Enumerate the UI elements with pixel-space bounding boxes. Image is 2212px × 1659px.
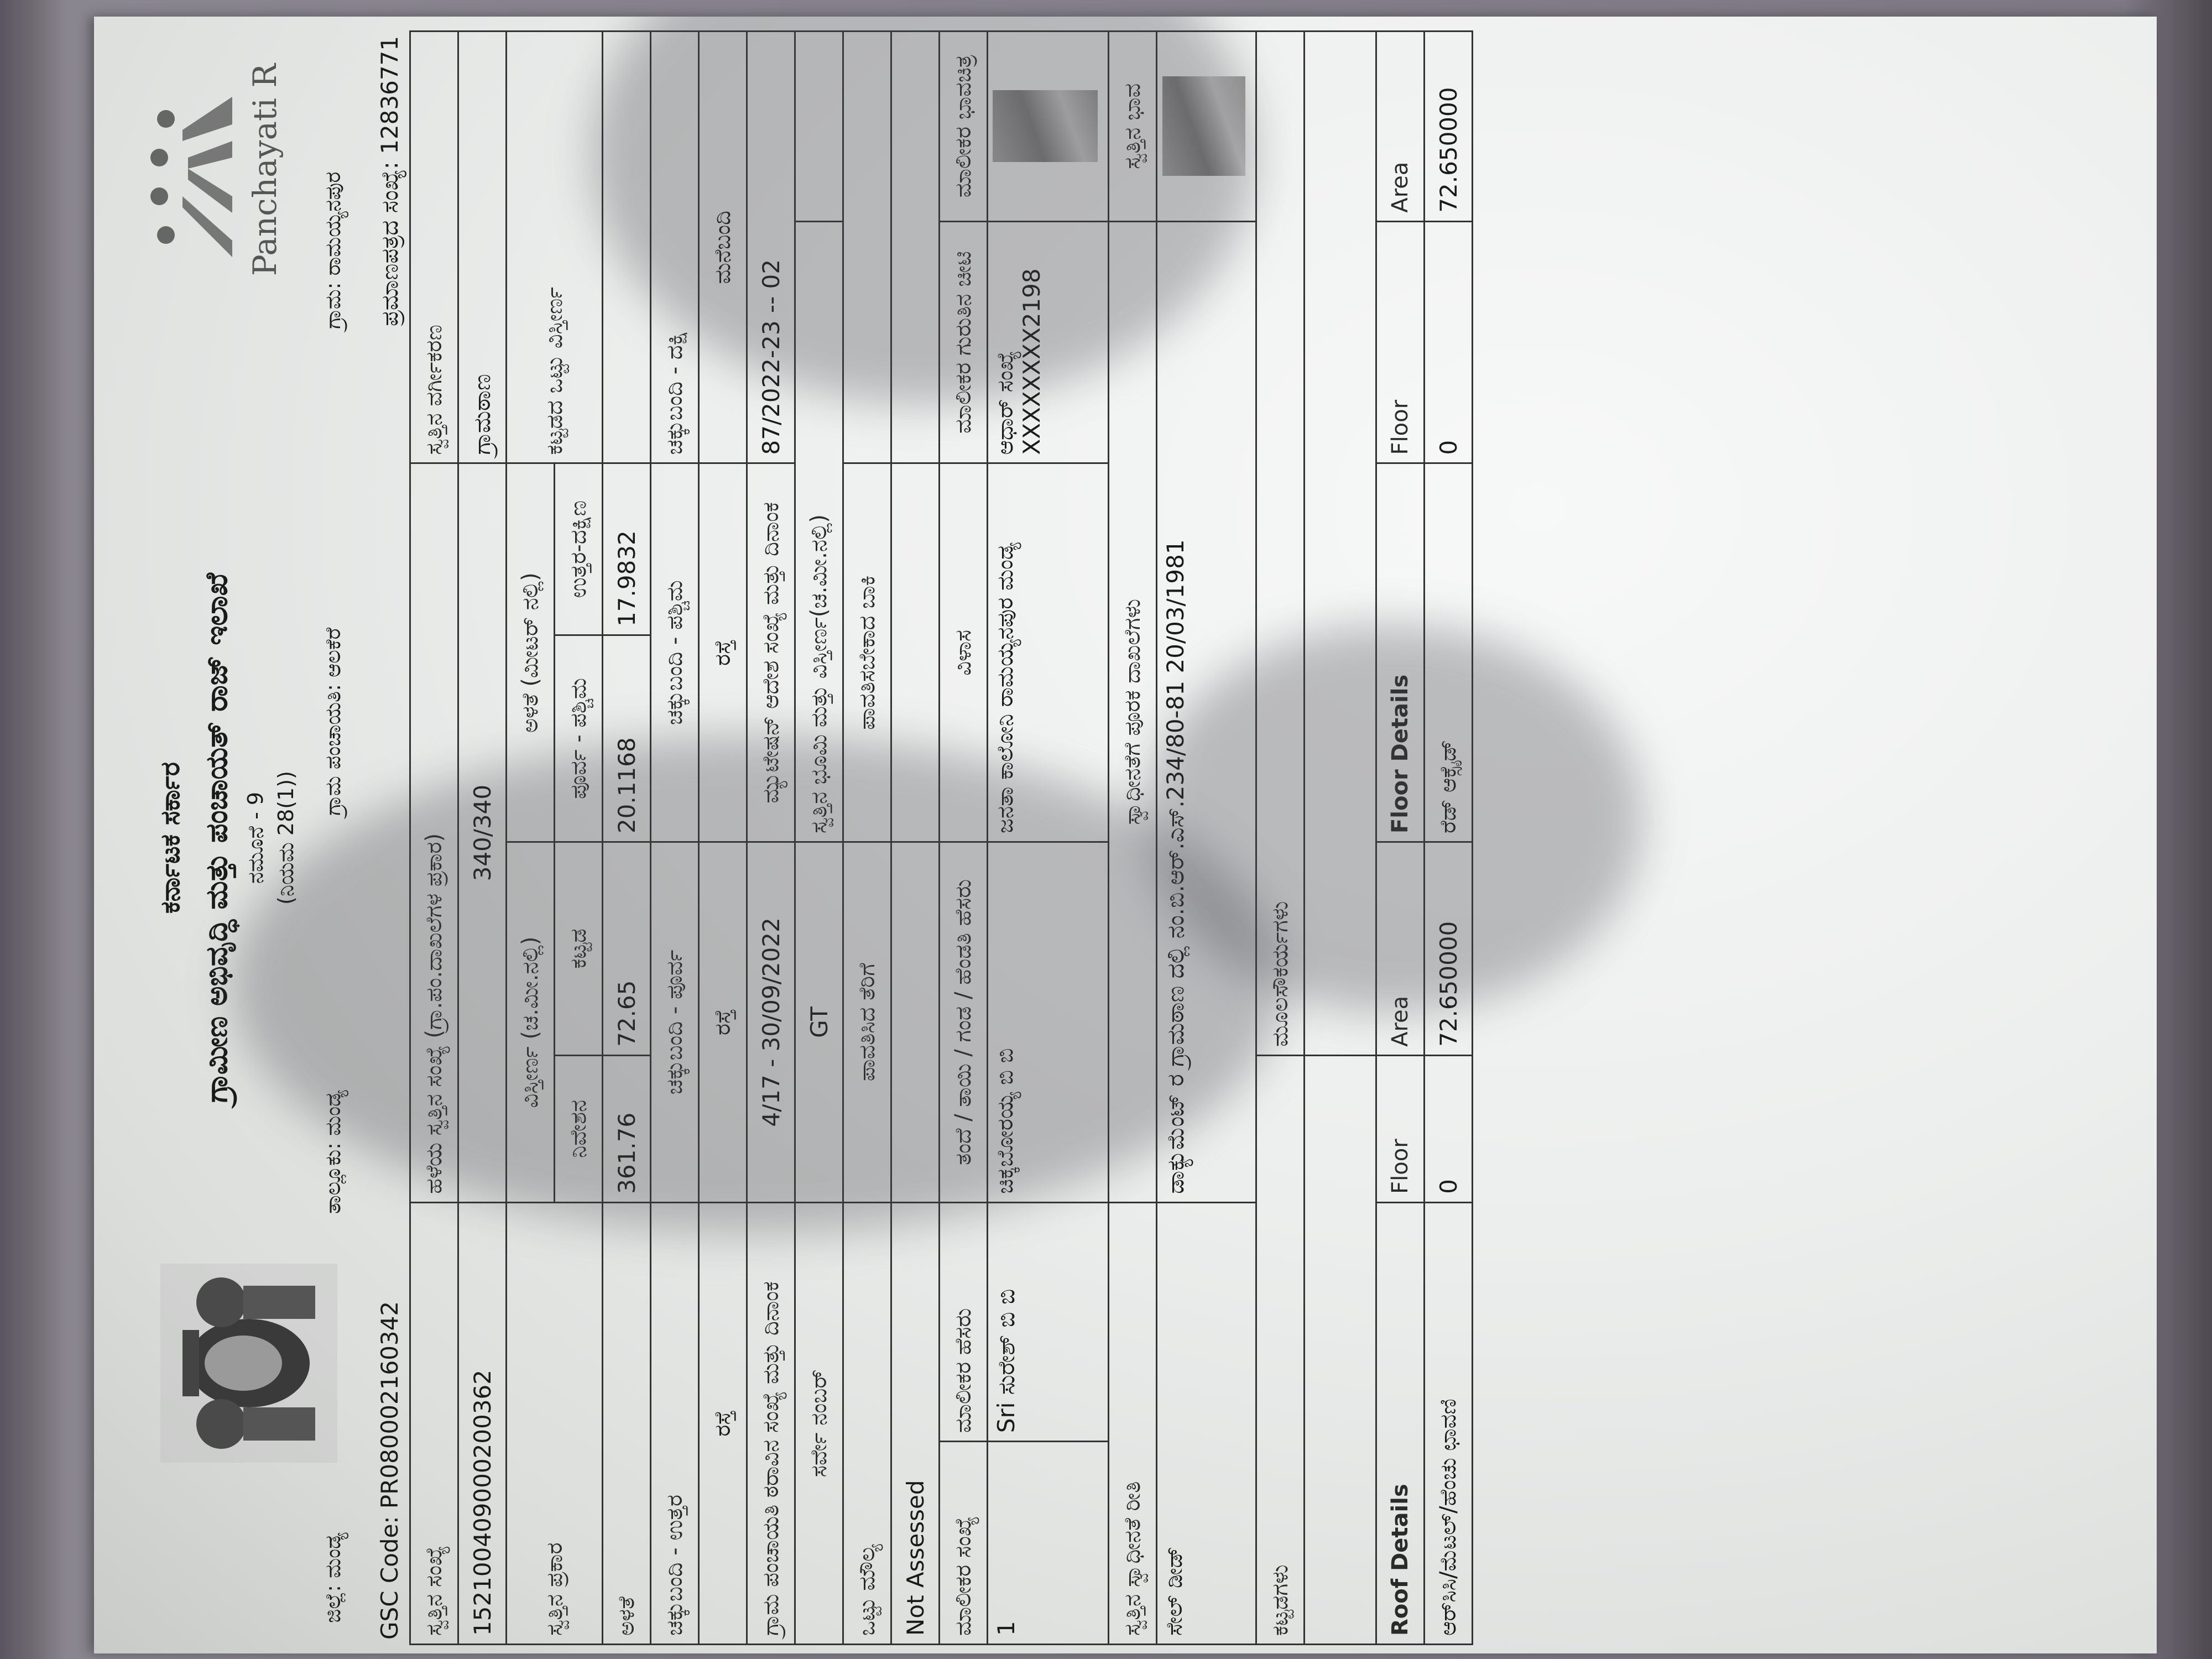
property-photo — [1162, 76, 1245, 176]
property-type-label: ಸ್ವತ್ತಿನ ಪ್ರಕಾರ — [507, 1202, 603, 1644]
table-row — [458, 32, 507, 1645]
roof-type-value: ಆರ್‌ಸಿಸಿ/ಮೆಟಲ್/ಹೆಂಚು ಛಾವಣಿ — [1425, 1202, 1473, 1644]
east-west-value: 20.1168 — [603, 635, 651, 842]
old-property-id-value: 340/340 — [458, 463, 507, 1202]
table-row — [1256, 32, 1305, 1645]
floor-floor-value: 0 — [1425, 221, 1473, 463]
boundary-east-label: ಚಕ್ಕುಬಂದಿ - ಪೂರ್ವ — [651, 842, 699, 1203]
tax-blank-value — [891, 32, 940, 463]
total-value-value: Not Assessed — [891, 1202, 940, 1644]
acquisition-method-value: ಸೇಲ್ ಡೀಡ್ — [1157, 1202, 1256, 1644]
tax-due-value — [891, 463, 940, 842]
amenities-value — [1305, 32, 1376, 1056]
property-id-value: 152100409000200362 — [458, 1202, 507, 1644]
document-paper — [94, 17, 2157, 1653]
property-photo-cell — [1157, 32, 1256, 222]
owner-id-card-cell — [988, 221, 1109, 463]
measurement-label: ವಿಸ್ತೀರ್ಣ (ಚ.ಮೀ.ನಲ್ಲಿ) — [507, 842, 555, 1203]
site-area-value: 361.76 — [603, 1055, 651, 1202]
tax-blank-cell — [843, 32, 891, 463]
property-table — [409, 30, 1473, 1645]
site-label: ನಿವೇಶನ — [555, 1055, 603, 1202]
village: ಗ್ರಾಮ: ರಾಮಯ್ಯನಪುರ — [321, 171, 345, 329]
floor-floor-label: Floor — [1376, 221, 1425, 463]
amenities-label: ಮೂಲಸೌಕರ್ಯಗಳು — [1256, 32, 1305, 1056]
north-south-value: 17.9832 — [603, 463, 651, 635]
tax-paid-value — [891, 842, 940, 1203]
table-row — [1376, 32, 1425, 1645]
table-row — [891, 32, 940, 1645]
roof-floor-label: Floor — [1376, 1055, 1425, 1202]
table-row — [507, 32, 555, 1645]
boundary-north-label: ಚಕ್ಕುಬಂದಿ - ಉತ್ತರ — [651, 1202, 699, 1644]
floor-area-value: 72.650000 — [1425, 32, 1473, 222]
property-id-label: ಸ್ವತ್ತಿನ ಸಂಖ್ಯೆ — [410, 1202, 458, 1644]
owner-address-label: ವಿಳಾಸ — [940, 463, 988, 842]
district: ಜಿಲ್ಲೆ: ಮಂಡ್ಯ — [321, 1532, 345, 1623]
owner-name-value: Sri ಸುರೇಶ್ ಬಿ ಬಿ — [988, 1202, 1109, 1441]
table-row — [410, 32, 458, 1645]
table-row — [747, 32, 795, 1645]
roof-area-value: 72.650000 — [1425, 842, 1473, 1056]
total-building-area-label: ಕಟ್ಟಡದ ಒಟ್ಟು ವಿಸ್ತೀರ್ಣ — [507, 32, 603, 463]
panchayat-raj-text: Panchayati R — [246, 64, 284, 276]
property-photo-label: ಸ್ವತ್ತಿನ ಭಾವ — [1109, 32, 1157, 222]
boundary-west-label: ಚಕ್ಕುಬಂದಿ - ಪಶ್ಚಿಮ — [651, 463, 699, 842]
codes-row — [376, 30, 409, 1645]
table-row — [795, 32, 843, 1645]
boundary-north-value: ರಸ್ತೆ — [699, 1202, 747, 1644]
letterhead — [138, 30, 376, 1645]
form-number: ನಮೂನೆ - 9 — [243, 791, 268, 884]
tax-paid-label: ಪಾವತಿಸಿದ ತೆರಿಗೆ — [843, 842, 891, 1203]
owner-id-card-label: ಮಾಲೀಕರ ಗುರುತಿನ ಚೀಟಿ — [940, 221, 988, 463]
resolution-label: ಗ್ರಾಮ ಪಂಚಾಯತಿ ಠರಾವಿನ ಸಂಖ್ಯೆ ಮತ್ತು ದಿನಾಂಕ — [747, 1202, 795, 1644]
owner-number-value: 1 — [988, 1442, 1109, 1645]
property-class-value: ಗ್ರಾಮಠಾಣ — [458, 32, 507, 463]
department-title: ಗ್ರಾಮೀಣ ಅಭಿವೃದ್ಧಿ ಮತ್ತು ಪಂಚಾಯತ್ ರಾಜ್ ಇಲಾಖೆ — [199, 573, 234, 1103]
boundary-west-value: ರಸ್ತೆ — [699, 463, 747, 842]
owner-photo-label: ಮಾಲೀಕರ ಭಾವಚಿತ್ರ — [940, 32, 988, 222]
buildings-value — [1305, 1055, 1376, 1644]
owner-name-label: ಮಾಲೀಕರ ಹೆಸರು — [940, 1202, 988, 1441]
acquisition-method-label: ಸ್ವತ್ತಿನ ಸ್ವಾಧೀನತೆ ರೀತಿ — [1109, 1202, 1157, 1644]
table-row — [988, 32, 1109, 1645]
resolution-value: 4/17 - 30/09/2022 — [747, 842, 795, 1203]
boundary-south-label: ಚಕ್ಕುಬಂದಿ - ದಕ್ಷಿ — [651, 32, 699, 463]
floor-area-label: Area — [1376, 32, 1425, 222]
mutation-order-label: ಮ್ಯುಟೇಷನ್ ಆದೇಶ ಸಂಖ್ಯೆ ಮತ್ತು ದಿನಾಂಕ — [747, 463, 795, 842]
floor-details-label: Floor Details — [1376, 463, 1425, 842]
floor-type-value: ರೆಡ್ ಆಕ್ಸೈಡ್ — [1425, 463, 1473, 842]
owner-id-type: ಆಧಾರ್ ಸಂಖ್ಯೆ — [993, 351, 1018, 455]
owner-photo — [993, 90, 1098, 162]
tax-due-label: ಪಾವತಿಸಬೇಕಾದ ಬಾಕಿ — [843, 463, 891, 842]
mutation-order-value: 87/2022-23 -- 02 — [747, 32, 795, 463]
east-west-label: ಪೂರ್ವ - ಪಶ್ಚಿಮ — [555, 635, 603, 842]
table-row — [603, 32, 651, 1645]
panchayat-raj-logo-icon — [149, 64, 249, 274]
building-label: ಕಟ್ಟಡ — [555, 842, 603, 1056]
owner-relative-label: ತಂದೆ / ತಾಯಿ / ಗಂಡ / ಹೆಂಡತಿ ಹೆಸರು — [940, 842, 988, 1203]
land-area-value — [795, 32, 843, 222]
gsc-code: GSC Code: PR080002160342 — [376, 1301, 403, 1640]
table-row — [843, 32, 891, 1645]
boundary-east-value: ರಸ್ತೆ — [699, 842, 747, 1203]
survey-number-label: ಸರ್ವೇ ನಂಬರ್ — [795, 1202, 843, 1644]
table-row — [651, 32, 699, 1645]
property-certificate-form — [138, 30, 2112, 1645]
government-title: ಕರ್ನಾಟಕ ಸರ್ಕಾರ — [155, 761, 186, 914]
boundary-south-value: ಮನೆಬಂದಿ — [699, 32, 747, 463]
survey-number-value: GT — [795, 842, 843, 1203]
total-value-label: ಒಟ್ಟು ಮೌಲ್ಯ — [843, 1202, 891, 1644]
buildings-label: ಕಟ್ಟಡಗಳು — [1256, 1055, 1305, 1644]
table-row — [1305, 32, 1376, 1645]
rule-number: (ನಿಯಮ 28(1)) — [274, 771, 298, 905]
roof-floor-value: 0 — [1425, 1055, 1473, 1202]
land-area-label: ಸ್ವತ್ತಿನ ಭೂಮಿ ಮತ್ತು ವಿಸ್ತೀರ್ಣ(ಚ.ಮೀ.ನಲ್ಲಿ) — [795, 221, 843, 842]
owner-number-label: ಮಾಲೀಕರ ಸಂಖ್ಯೆ — [940, 1442, 988, 1645]
certificate-number: ಪ್ರಮಾಣಪತ್ರದ ಸಂಖ್ಯೆ: 12836771 — [376, 36, 403, 326]
taluk: ತಾಲ್ಲೂಕು: ಮಂಡ್ಯ — [321, 1090, 345, 1214]
roof-details-label: Roof Details — [1376, 1202, 1425, 1644]
owner-relative-value: ಚಿಕ್ಕಬೋರಯ್ಯ ಬಿ ಬಿ — [988, 842, 1109, 1203]
table-row — [1109, 32, 1157, 1645]
owner-id-number: XXXXXXXX2198 — [1018, 268, 1045, 455]
total-building-area-value — [603, 32, 651, 463]
table-row — [940, 32, 988, 1645]
owner-photo-cell — [988, 32, 1109, 222]
old-property-id-label: ಹಳೆಯ ಸ್ವತ್ತಿನ ಸಂಖ್ಯೆ (ಗ್ರಾ.ಪಂ.ದಾಖಲೆಗಳ ಪ್ರಕಾರ) — [410, 463, 458, 1202]
dimension-label: ಅಳತೆ (ಮೀಟರ್ ನಲ್ಲಿ) — [507, 463, 555, 842]
building-area-value: 72.65 — [603, 842, 651, 1056]
acquisition-documents-value: ಡಾಕ್ಯುಮೆಂಟ್ ರ ಗ್ರಾಮಠಾಣ ದಲ್ಲಿ ನಂ.ಬಿ.ಆರ್.ಎಸ್.234/80-81 20/03/1981 — [1157, 221, 1256, 1202]
table-row — [699, 32, 747, 1645]
acquisition-documents-label: ಸ್ವಾಧೀನತೆಗೆ ಪೂರಕ ದಾಖಲೆಗಳು — [1109, 221, 1157, 1202]
measure-row-label: ಅಳತೆ — [603, 1202, 651, 1644]
property-class-label: ಸ್ವತ್ತಿನ ವರ್ಗೀಕರಣ — [410, 32, 458, 463]
gram-panchayat: ಗ್ರಾಮ ಪಂಚಾಯತಿ: ಆಲಕೆರೆ — [321, 627, 345, 816]
roof-area-label: Area — [1376, 842, 1425, 1056]
owner-address-value: ಜನತಾ ಕಾಲೋನಿ ರಾಮಯ್ಯನಪುರ ಮಂಡ್ಯ — [988, 463, 1109, 842]
north-south-label: ಉತ್ತರ-ದಕ್ಷಿಣ — [555, 463, 603, 635]
table-row — [1425, 32, 1473, 1645]
table-row — [1157, 32, 1256, 1645]
